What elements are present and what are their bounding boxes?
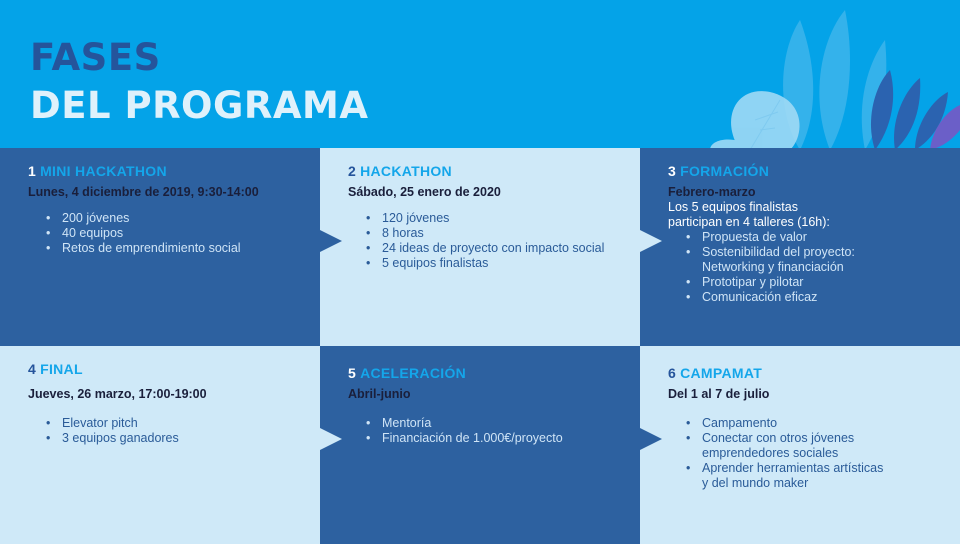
list-item: • 8 horas xyxy=(348,226,640,241)
list-item: • Propuesta de valor xyxy=(668,230,960,245)
list-item: • Financiación de 1.000€/proyecto xyxy=(348,431,640,446)
phase-heading xyxy=(348,162,640,180)
list-item: • Sostenibilidad del proyecto: xyxy=(668,245,960,260)
phase-card-2 xyxy=(320,148,640,346)
phase-card-4 xyxy=(0,346,320,544)
phase-date: Lunes, 4 diciembre de 2019, 9:30-14:00 xyxy=(28,185,259,199)
phase-number: 1 xyxy=(28,163,37,179)
phase-list xyxy=(348,416,640,446)
phase-name: CAMPAMAT xyxy=(680,365,763,381)
phase-heading xyxy=(28,162,320,180)
phase-number: 2 xyxy=(348,163,357,179)
leaves-decoration-icon xyxy=(680,0,960,148)
phase-name: HACKATHON xyxy=(360,163,452,179)
page-title xyxy=(30,34,368,130)
list-item: • Retos de emprendimiento social xyxy=(28,241,320,256)
phase-heading xyxy=(348,364,640,382)
arrow-right-icon xyxy=(640,230,662,252)
phase-date: Del 1 al 7 de julio xyxy=(668,387,770,401)
phase-number: 4 xyxy=(28,361,37,377)
list-item: • Prototipar y pilotar xyxy=(668,275,960,290)
list-item-continuation: emprendedores sociales xyxy=(702,446,839,460)
phase-intro-line-1: Los 5 equipos finalistas xyxy=(668,200,798,214)
arrow-right-icon xyxy=(320,230,342,252)
list-item: • 3 equipos ganadores xyxy=(28,431,320,446)
phase-date: Sábado, 25 enero de 2020 xyxy=(348,185,501,199)
phase-name: FORMACIÓN xyxy=(680,163,770,179)
phase-list xyxy=(668,230,960,305)
list-item: • Conectar con otros jóvenes xyxy=(668,431,960,446)
list-item: • 24 ideas de proyecto con impacto social xyxy=(348,241,640,256)
phase-date: Abril-junio xyxy=(348,387,411,401)
list-item: • 200 jóvenes xyxy=(28,211,320,226)
phase-list xyxy=(28,416,320,446)
phase-name: FINAL xyxy=(40,361,83,377)
title-line-2: DEL PROGRAMA xyxy=(30,84,369,127)
list-item: • Mentoría xyxy=(348,416,640,431)
phase-intro-line-2: participan en 4 talleres (16h): xyxy=(668,215,830,229)
phase-list xyxy=(348,211,640,271)
phase-list xyxy=(668,416,960,491)
phase-name: MINI HACKATHON xyxy=(40,163,167,179)
phase-heading xyxy=(28,360,320,378)
list-item: • 5 equipos finalistas xyxy=(348,256,640,271)
arrow-right-icon xyxy=(640,428,662,450)
list-item-continuation: y del mundo maker xyxy=(702,476,809,490)
arrow-right-icon xyxy=(320,428,342,450)
list-item: • 40 equipos xyxy=(28,226,320,241)
list-item: • Aprender herramientas artísticas xyxy=(668,461,960,476)
phase-date: Jueves, 26 marzo, 17:00-19:00 xyxy=(28,387,207,401)
phase-card-1 xyxy=(0,148,320,346)
phase-date: Febrero-marzo xyxy=(668,185,756,199)
phase-card-6 xyxy=(640,346,960,544)
list-item: • Elevator pitch xyxy=(28,416,320,431)
title-line-1: FASES xyxy=(30,36,161,79)
phase-number: 6 xyxy=(668,365,677,381)
list-item-continuation: Networking y financiación xyxy=(702,260,844,274)
phase-card-5 xyxy=(320,346,640,544)
phase-number: 5 xyxy=(348,365,357,381)
phase-name: ACELERACIÓN xyxy=(360,365,467,381)
phase-card-3 xyxy=(640,148,960,346)
phase-heading xyxy=(668,162,960,180)
list-item: • 120 jóvenes xyxy=(348,211,640,226)
phase-list xyxy=(28,211,320,256)
header-banner xyxy=(0,0,960,148)
phase-number: 3 xyxy=(668,163,677,179)
phase-heading xyxy=(668,364,960,382)
list-item: • Comunicación eficaz xyxy=(668,290,960,305)
list-item: • Campamento xyxy=(668,416,960,431)
